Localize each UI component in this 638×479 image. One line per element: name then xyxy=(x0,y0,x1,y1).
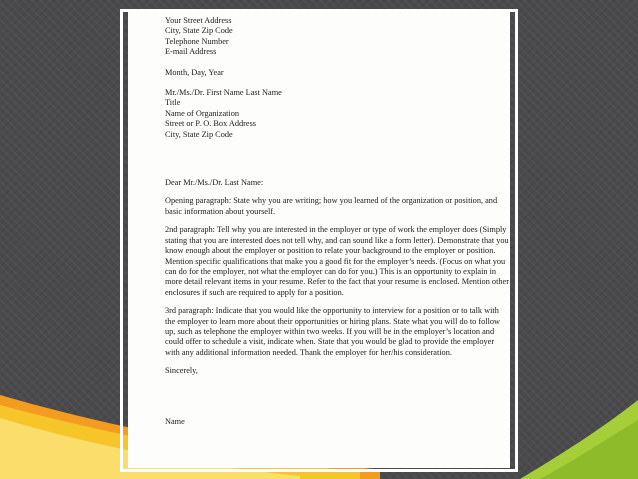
signature-name: Name xyxy=(165,416,185,426)
sender-address xyxy=(165,16,509,58)
sender-city: City, State Zip Code xyxy=(165,26,233,36)
salutation: Dear Mr./Ms./Dr. Last Name: xyxy=(165,178,264,188)
letter-date: Month, Day, Year xyxy=(165,67,224,77)
recipient-title: Title xyxy=(165,98,181,108)
cover-letter xyxy=(165,16,509,427)
letter-page xyxy=(128,12,510,468)
recipient-street: Street or P. O. Box Address xyxy=(165,119,257,129)
sender-street: Your Street Address xyxy=(165,16,232,25)
recipient-name: Mr./Ms./Dr. First Name Last Name xyxy=(165,88,282,98)
opening-paragraph: Opening paragraph: State why you are writing; how you learned of the organization or position, and basic information about yourself. xyxy=(165,196,498,216)
recipient-city: City, State Zip Code xyxy=(165,129,233,139)
closing: Sincerely, xyxy=(165,366,198,376)
third-paragraph: 3rd paragraph: Indicate that you would like the opportunity to interview for a position or to talk with the employer to learn more about their opportunities or hiring plans. State what you will do to follow up, such as telephone the employer within two weeks. If you will be in the employer’s location and could offer to schedule a visit, indicate when. State that you would be glad to provide the employer with any additional information needed. Thank the employer for her/his consideration. xyxy=(165,306,501,357)
second-paragraph: 2nd paragraph: Tell why you are interested in the employer or type of work the employer does (Simply stating that you are interested does not tell why, and can sound like a form letter). Demonstrate that you know enough about the employer or position to relate your background to the employer or position. Mention specific qualifications that make you a good fit for the employer’s needs. (Focus on what you can do for the employer, not what the employer can do for you.) This is an opportunity to explain in more detail relevant items in your resume. Refer to the fact that your resume is enclosed. Mention other enclosures if such are required to apply for a position. xyxy=(165,225,509,297)
sender-email: E-mail Address xyxy=(165,47,217,57)
sender-phone: Telephone Number xyxy=(165,36,229,46)
recipient-address xyxy=(165,88,509,140)
recipient-organization: Name of Organization xyxy=(165,108,240,118)
